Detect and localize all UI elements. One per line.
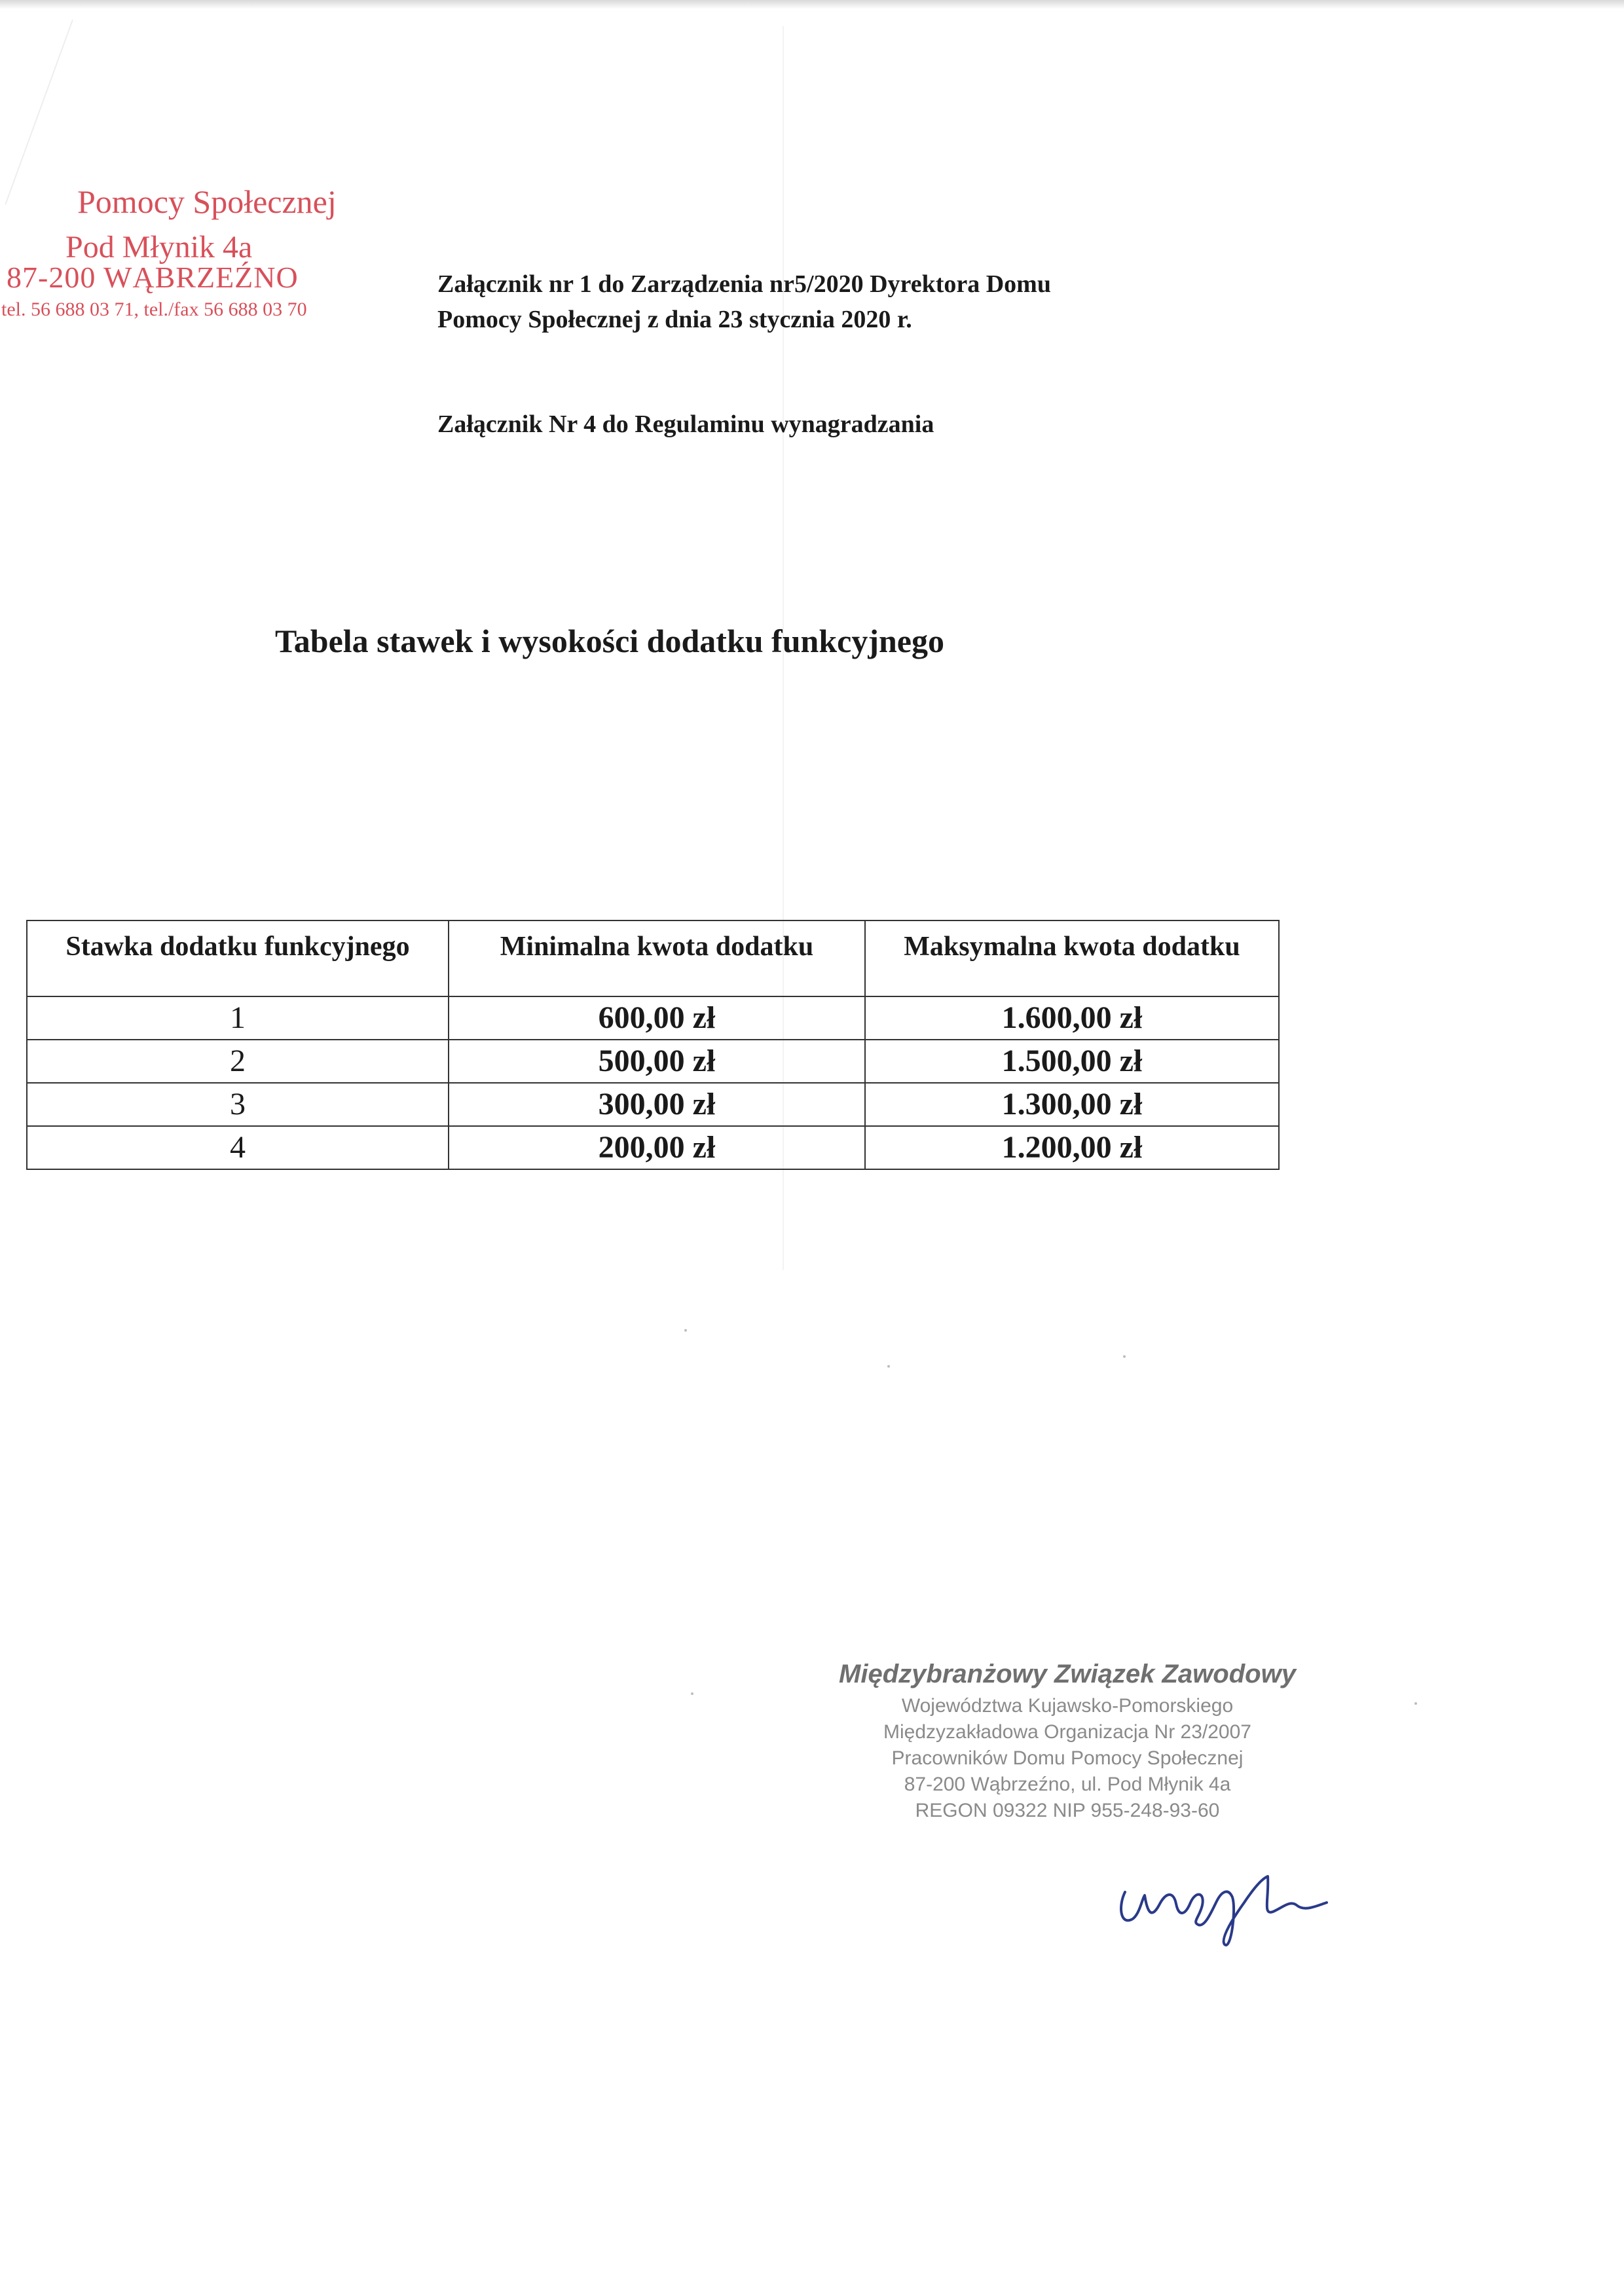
regulation-attachment-heading: Załącznik Nr 4 do Regulaminu wynagradzania	[437, 410, 934, 438]
attachment-heading-line-1: Załącznik nr 1 do Zarządzenia nr5/2020 Dyrektora Domu	[437, 270, 1051, 298]
rate-cell: 4	[27, 1126, 449, 1169]
scan-speck	[887, 1365, 890, 1368]
institution-stamp-line: Pod Młynik 4a	[65, 230, 253, 264]
institution-stamp-line: Pomocy Społecznej	[77, 183, 337, 220]
table-row	[27, 1083, 1279, 1126]
column-header-min: Minimalna kwota dodatku	[449, 920, 865, 996]
institution-stamp-line: 87-200 WĄBRZEŹNO	[7, 261, 299, 294]
union-stamp-line: Województwa Kujawsko-Pomorskiego	[901, 1695, 1234, 1717]
min-amount-cell: 600,00 zł	[449, 996, 865, 1040]
handwritten-signature	[1113, 1859, 1336, 1958]
union-stamp-line: REGON 09322 NIP 955-248-93-60	[915, 1800, 1220, 1821]
rate-cell: 3	[27, 1083, 449, 1126]
scan-speck	[691, 1692, 693, 1695]
column-header-max: Maksymalna kwota dodatku	[865, 920, 1279, 996]
union-stamp-line: 87-200 Wąbrzeźno, ul. Pod Młynik 4a	[904, 1774, 1231, 1795]
max-amount-cell: 1.600,00 zł	[865, 996, 1279, 1040]
table-row	[27, 996, 1279, 1040]
rate-cell: 2	[27, 1040, 449, 1083]
max-amount-cell: 1.200,00 zł	[865, 1126, 1279, 1169]
table-header-row	[27, 920, 1279, 996]
scan-speck	[684, 1329, 687, 1332]
scan-speck	[1123, 1355, 1126, 1358]
min-amount-cell: 300,00 zł	[449, 1083, 865, 1126]
page-title: Tabela stawek i wysokości dodatku funkcyjnego	[275, 623, 944, 659]
min-amount-cell: 500,00 zł	[449, 1040, 865, 1083]
scan-crease	[5, 20, 73, 205]
allowance-rates-table	[26, 920, 1280, 1170]
union-stamp-line: Pracowników Domu Pomocy Społecznej	[891, 1747, 1244, 1769]
rate-cell: 1	[27, 996, 449, 1040]
max-amount-cell: 1.300,00 zł	[865, 1083, 1279, 1126]
scan-top-edge	[0, 0, 1624, 9]
table-row	[27, 1040, 1279, 1083]
union-stamp-line: Międzybranżowy Związek Zawodowy	[839, 1660, 1296, 1688]
max-amount-cell: 1.500,00 zł	[865, 1040, 1279, 1083]
union-stamp	[832, 1660, 1303, 1824]
column-header-rate: Stawka dodatku funkcyjnego	[27, 920, 449, 996]
attachment-heading-line-2: Pomocy Społecznej z dnia 23 stycznia 2020 r.	[437, 306, 912, 333]
institution-stamp-line: tel. 56 688 03 71, tel./fax 56 688 03 70	[1, 299, 307, 320]
table-row	[27, 1126, 1279, 1169]
scan-speck	[1414, 1702, 1417, 1705]
min-amount-cell: 200,00 zł	[449, 1126, 865, 1169]
union-stamp-line: Międzyzakładowa Organizacja Nr 23/2007	[883, 1721, 1251, 1743]
